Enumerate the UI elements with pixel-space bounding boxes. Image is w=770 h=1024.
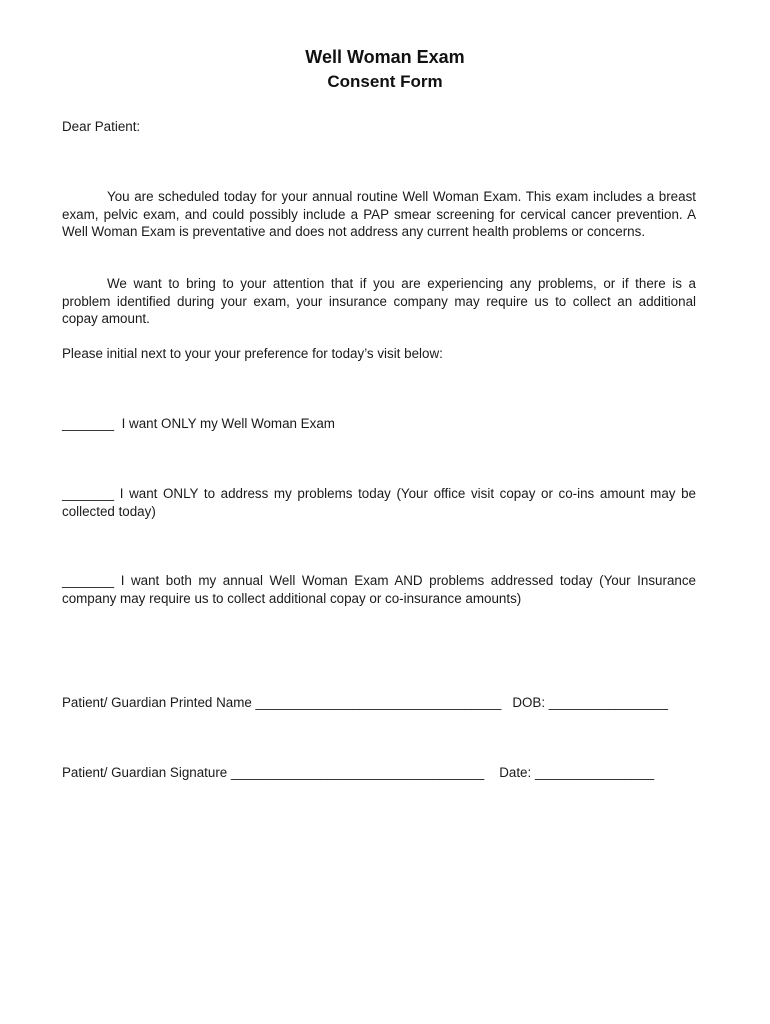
printed-name-row: [62, 694, 668, 712]
initial-instruction: Please initial next to your your preference for today’s visit below:: [62, 346, 443, 361]
form-subtitle: Consent Form: [327, 72, 443, 91]
printed-name-field[interactable]: _________________________________: [255, 695, 502, 710]
signature-row: [62, 764, 654, 782]
option-problems-only-label: I want ONLY to address my problems today (Your office visit copay or co-ins amount may be collected today): [62, 486, 696, 519]
option-exam-only: [62, 415, 335, 433]
intro-paragraph: You are scheduled today for your annual routine Well Woman Exam. This exam includes a breast exam, pelvic exam, and could possibly include a PAP smear screening for cervical cancer prevention. A Well Woman Exam is preventative and does not address any current health problems or concerns.: [62, 189, 696, 239]
signature-label: Patient/ Guardian Signature: [62, 765, 228, 780]
printed-name-label: Patient/ Guardian Printed Name: [62, 695, 252, 710]
option-exam-only-label: I want ONLY my Well Woman Exam: [121, 416, 335, 431]
initial-blank-problems-only[interactable]: _______: [62, 486, 115, 501]
initial-blank-exam-only[interactable]: _______: [62, 416, 115, 431]
greeting: Dear Patient:: [62, 119, 141, 134]
copay-notice-paragraph: We want to bring to your attention that if you are experiencing any problems, or if there is a problem identified during your exam, your insurance company may require us to collect an additional copay amount.: [62, 276, 696, 326]
option-problems-only: [62, 485, 696, 520]
dob-label: DOB:: [512, 695, 546, 710]
initial-blank-exam-and-problems[interactable]: _______: [62, 573, 115, 588]
option-exam-and-problems: [62, 572, 696, 607]
signature-field[interactable]: __________________________________: [231, 765, 485, 780]
date-field[interactable]: ________________: [534, 765, 655, 780]
form-title: Well Woman Exam: [305, 47, 465, 67]
dob-field[interactable]: ________________: [548, 695, 668, 710]
date-label: Date:: [499, 765, 532, 780]
option-exam-and-problems-label: I want both my annual Well Woman Exam AND problems addressed today (Your Insurance company may require us to collect additional copay or co-insurance amounts): [62, 573, 696, 606]
